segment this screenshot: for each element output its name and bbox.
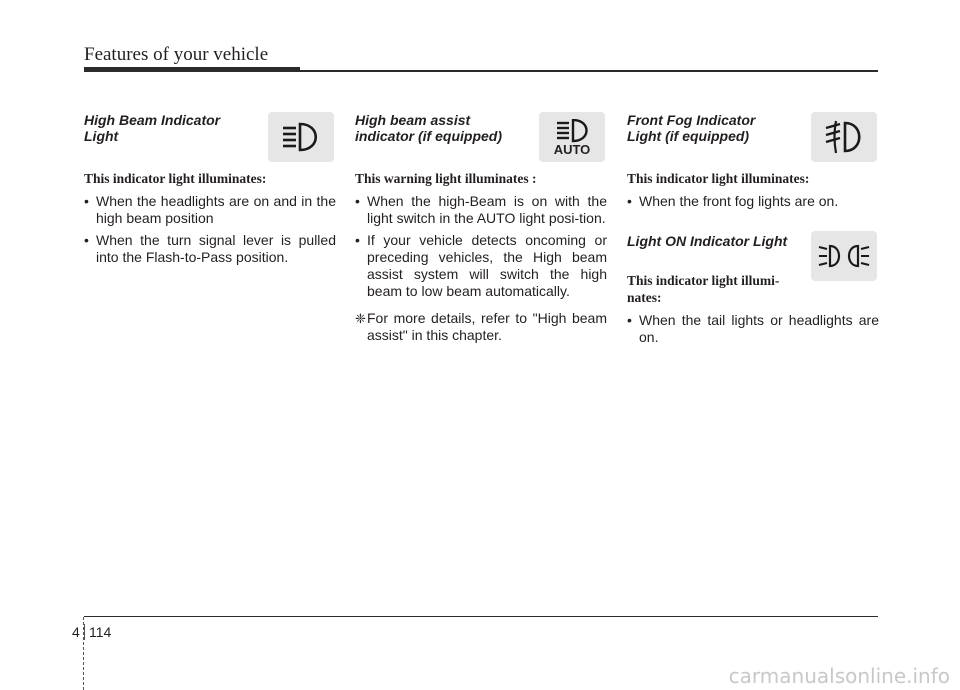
auto-label: AUTO — [553, 141, 591, 157]
watermark: carmanualsonline.info — [728, 664, 950, 688]
section-lead: This indicator light illuminates: — [627, 171, 810, 186]
lead-line: This indicator light illumi- — [627, 273, 780, 288]
note-mark: ❈ — [355, 311, 366, 326]
list-item: • When the headlights are on and in the high beam position — [84, 193, 336, 227]
section-front-fog — [627, 112, 879, 215]
list-item: • When the high-Beam is on with the light switch in the AUTO light posi-tion. — [355, 193, 607, 227]
heading-line: Front Fog Indicator — [627, 112, 756, 128]
footer-separator — [84, 624, 85, 640]
note-text: For more details, refer to "High beam assist" in this chapter. — [367, 310, 607, 343]
chapter-number: 4 — [72, 624, 80, 640]
bullet-list — [355, 193, 607, 300]
bullet-list — [627, 312, 879, 346]
heading-line: High Beam Indicator — [84, 112, 221, 128]
section-light-on — [627, 233, 879, 351]
list-item: • When the tail lights or headlights are on. — [627, 312, 879, 346]
list-item: • When the turn signal lever is pulled into the Flash-to-Pass position. — [84, 232, 336, 266]
list-item: • When the front fog lights are on. — [627, 193, 879, 210]
section-lead: This indicator light illuminates: — [84, 171, 267, 186]
front-fog-icon — [811, 112, 877, 162]
bullet-list — [627, 193, 879, 210]
heading-line: Light — [84, 128, 119, 144]
header-rule-thick — [84, 67, 300, 72]
heading-line: indicator (if equipped) — [355, 128, 502, 144]
section-high-beam-assist — [355, 112, 607, 344]
tail-light-icon — [811, 231, 877, 281]
page-number: 114 — [89, 624, 112, 640]
list-item: • If your vehicle detects oncoming or preceding vehicles, the High beam assist system will switch the high beam to low beam automatically. — [355, 232, 607, 300]
page-header-title: Features of your vehicle — [84, 44, 269, 65]
high-beam-icon — [268, 112, 334, 162]
heading-line: Light (if equipped) — [627, 128, 750, 144]
section-high-beam — [84, 112, 336, 271]
bullet-list — [84, 193, 336, 266]
reference-note — [355, 310, 607, 344]
high-beam-assist-auto-icon — [539, 112, 605, 162]
lead-line: nates: — [627, 290, 662, 305]
heading-line: High beam assist — [355, 112, 471, 128]
section-lead: This warning light illuminates : — [355, 171, 537, 186]
section-heading: Light ON Indicator Light — [627, 233, 788, 249]
header-rule-thin — [300, 70, 878, 72]
footer-rule — [84, 616, 878, 617]
